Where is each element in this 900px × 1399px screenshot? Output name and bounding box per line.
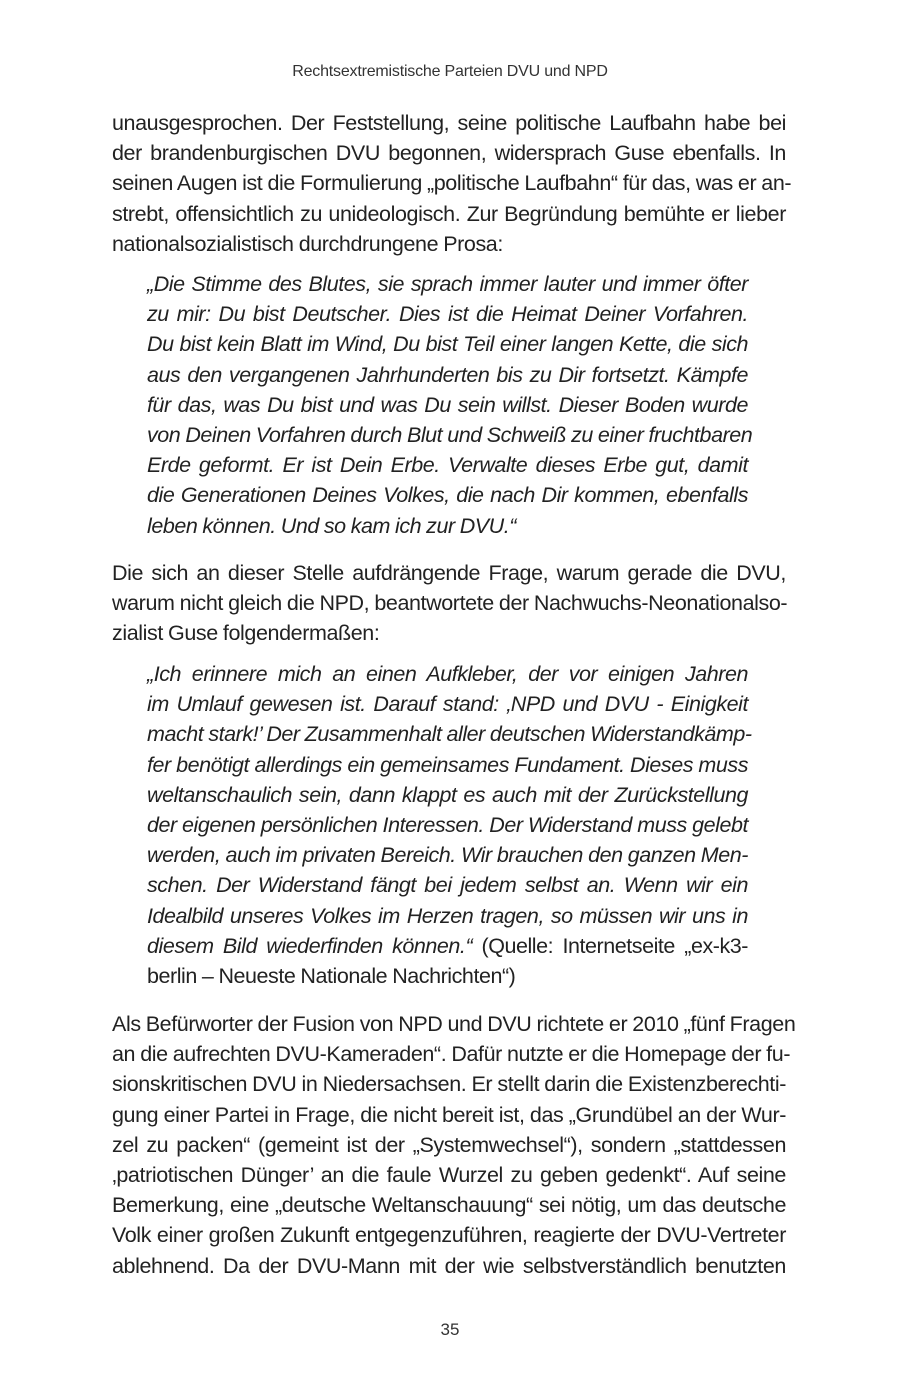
quote-line: weltanschaulich sein, dann klappt es auch mit der Zurückstellung — [147, 782, 748, 807]
quote-line: macht stark!’ Der Zusammenhalt aller deutschen Widerstandkämp- — [147, 722, 752, 747]
quote-line-with-source — [147, 931, 748, 961]
text-line: zialist Guse folgendermaßen: — [112, 621, 380, 646]
text-line: gung einer Partei in Frage, die nicht bereit ist, das „Grundübel an der Wur- — [112, 1102, 786, 1127]
text-line: Volk einer großen Zukunft entgegenzuführen, reagierte der DVU-Vertreter — [112, 1223, 786, 1248]
quote-line: zu mir: Du bist Deutscher. Dies ist die Heimat Deiner Vorfahren. — [147, 302, 748, 327]
running-header: Rechtsextremistische Parteien DVU und NPD — [292, 63, 608, 80]
text-line: ‚patriotischen Dünger’ an die faule Wurzel zu geben gedenkt“. Auf seine — [112, 1163, 786, 1188]
text-line: Bemerkung, eine „deutsche Weltanschauung“ sei nötig, um das deutsche — [112, 1193, 786, 1218]
quote-line: schen. Der Widerstand fängt bei jedem selbst an. Wenn wir ein — [147, 873, 748, 898]
quote-closing-text: diesem Bild wiederfinden können.“ — [147, 933, 473, 958]
quote-line: im Umlauf gewesen ist. Darauf stand: ‚NPD und DVU - Einigkeit — [147, 692, 748, 717]
text-line: warum nicht gleich die NPD, beantwortete der Nachwuchs-Neonationalso- — [112, 591, 788, 616]
quote-line: von Deinen Vorfahren durch Blut und Schweiß zu einer fruchtbaren — [147, 423, 753, 448]
quote-line: die Generationen Deines Volkes, die nach Dir kommen, ebenfalls — [147, 483, 748, 508]
quote-line: Du bist kein Blatt im Wind, Du bist Teil einer langen Kette, die sich — [147, 332, 748, 357]
text-line: Als Befürworter der Fusion von NPD und DVU richtete er 2010 „fünf Fragen — [112, 1012, 796, 1036]
text-line: nationalsozialistisch durchdrungene Prosa: — [112, 231, 503, 256]
text-line: unausgesprochen. Der Feststellung, seine politische Laufbahn habe bei — [112, 111, 786, 135]
quote-line: „Die Stimme des Blutes, sie sprach immer lauter und immer öfter — [147, 272, 748, 296]
page-number: 35 — [440, 1320, 460, 1339]
body-paragraph-2 — [112, 558, 786, 649]
quote-line: Erde geformt. Er ist Dein Erbe. Verwalte dieses Erbe gut, damit — [147, 453, 748, 478]
quote-line: fer benötigt allerdings ein gemeinsames Fundament. Dieses muss — [147, 752, 748, 777]
quote-line: aus den vergangenen Jahrhunderten bis zu Dir fortsetzt. Kämpfe — [147, 362, 748, 387]
text-line: strebt, offensichtlich zu unideologisch. Zur Begründung bemühte er lieber — [112, 201, 786, 226]
quote-line: Idealbild unseres Volkes im Herzen tragen, so müssen wir uns in — [147, 903, 748, 928]
text-line: an die aufrechten DVU-Kameraden“. Dafür nutzte er die Homepage der fu- — [112, 1042, 791, 1067]
text-line: seinen Augen ist die Formulierung „politische Laufbahn“ für das, was er an- — [112, 171, 792, 196]
text-line: sionskritischen DVU in Niedersachsen. Er stellt darin die Existenzberechti- — [112, 1072, 786, 1097]
block-quote-2 — [147, 659, 752, 991]
source-citation-start: (Quelle: Internetseite „ex-k3- — [472, 933, 748, 958]
quote-line: leben können. Und so kam ich zur DVU.“ — [147, 513, 516, 538]
quote-line: werden, auch im privaten Bereich. Wir brauchen den ganzen Men- — [147, 843, 748, 868]
block-quote-1 — [147, 269, 753, 541]
quote-line: für das, was Du bist und was Du sein willst. Dieser Boden wurde — [147, 392, 748, 417]
text-line: ablehnend. Da der DVU-Mann mit der wie selbstverständlich benutzten — [112, 1253, 786, 1278]
source-citation-end: berlin – Neueste Nationale Nachrichten“) — [147, 964, 516, 989]
quote-line: der eigenen persönlichen Interessen. Der Widerstand muss gelebt — [147, 813, 748, 838]
text-line: zel zu packen“ (gemeint ist der „Systemwechsel“), sondern „stattdessen — [112, 1132, 786, 1157]
text-line: der brandenburgischen DVU begonnen, widersprach Guse ebenfalls. In — [112, 141, 786, 166]
body-paragraph-1 — [112, 108, 792, 259]
body-paragraph-3 — [112, 1009, 796, 1281]
quote-line: „Ich erinnere mich an einen Aufkleber, der vor einigen Jahren — [147, 662, 748, 686]
text-line: Die sich an dieser Stelle aufdrängende Frage, warum gerade die DVU, — [112, 561, 786, 585]
